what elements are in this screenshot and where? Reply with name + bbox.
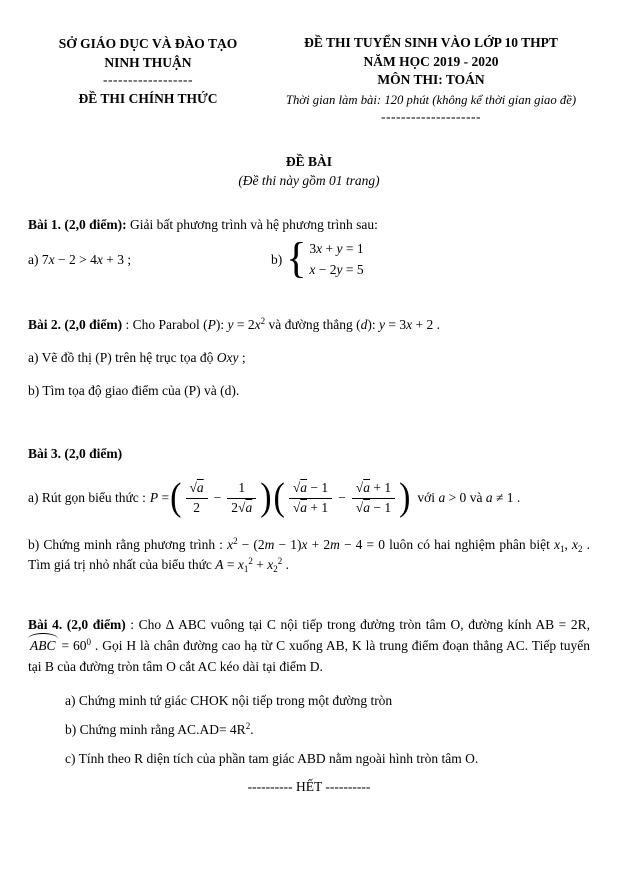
minus-operator: − [213, 490, 222, 506]
header-left-divider: ------------------ [103, 72, 193, 88]
header-right-block [272, 34, 590, 126]
formula-lead-text: a) Rút gọn biểu thức : [28, 490, 146, 506]
problem-1 [28, 215, 590, 281]
system-equation-1: 3x + y = 1 [309, 240, 364, 256]
fraction-3-numerator: √a − 1 [289, 480, 332, 499]
problem-3-part-a [28, 476, 590, 519]
open-paren: ( [273, 476, 285, 519]
problem-1-label: Bài 1. (2,0 điểm): [28, 216, 127, 232]
part-b-label: b) [271, 251, 283, 267]
inequality-expression: 7x − 2 > 4x + 3 ; [41, 251, 132, 267]
system-equation-2: x − 2y = 5 [309, 261, 364, 277]
problem-4-item-c [28, 749, 590, 769]
plain-segment: . Gọi H là chân đường cao hạ từ C xuống AB, K là trung điểm đoạn thẳng AC. Tiếp tuyến tại B của đường tròn tâm O cắt AC kéo dài tại điểm D. [28, 638, 590, 674]
problem-3-label: Bài 3. (2,0 điểm) [28, 445, 123, 461]
problem-1-intro: Giải bất phương trình và hệ phương trình sau: [126, 216, 378, 232]
plain-segment: luôn có hai nghiệm phân biệt [385, 536, 555, 552]
formula-lhs: P = [149, 490, 170, 506]
system-brace: { [286, 235, 307, 283]
plain-segment: và đường thẳng [265, 316, 357, 332]
plain-segment: c) Tính theo R diện tích của phần tam giác ABD nằm ngoài hình tròn tâm O. [65, 751, 479, 767]
fraction-1-numerator: √a [186, 480, 208, 499]
header-left-block [28, 34, 268, 108]
header [28, 34, 590, 126]
math-segment: $x_1$, $x_2$ [554, 536, 583, 554]
math-segment: a > 0 [438, 490, 467, 506]
close-paren: ) [260, 476, 272, 519]
fraction-2-denominator: 2√a [231, 499, 253, 515]
problem-4-item-b [28, 720, 590, 740]
header-right-divider: -------------------- [381, 109, 481, 125]
math-segment: Oxy [216, 350, 239, 366]
close-paren: ) [399, 476, 411, 519]
doc-title-block [28, 152, 590, 191]
bold-segment: Bài 2. (2,0 điểm) [28, 316, 123, 332]
fraction-1 [186, 480, 208, 517]
system-equations [309, 239, 363, 281]
plain-segment: và [466, 490, 486, 506]
math-segment: a ≠ 1 [485, 490, 514, 506]
official-exam-label: ĐỀ THI CHÍNH THỨC [78, 90, 218, 106]
exam-duration: Thời gian làm bài: 120 phút (không kể thời gian giao đề) [285, 92, 577, 107]
problem-4 [28, 615, 590, 770]
problem-1-parts [28, 235, 590, 283]
page-subtitle: (Đề thi này gồm 01 trang) [238, 173, 380, 189]
plain-segment: với [417, 490, 439, 506]
problem-3 [28, 444, 590, 576]
fraction-1-denominator: 2 [193, 499, 200, 515]
problem-3-heading [28, 444, 590, 464]
problem-3-part-b [28, 535, 590, 576]
plain-segment: b) Chứng minh rằng phương trình : [28, 536, 228, 552]
problem-1-part-a [28, 250, 271, 270]
plain-segment: a) Vẽ đồ thị (P) trên hệ trục tọa độ [28, 350, 217, 366]
fraction-4-numerator: √a + 1 [352, 480, 395, 499]
plain-segment: : Cho Δ ABC vuông tại C nội tiếp trong đường tròn tâm O, đường kính AB = 2R, [125, 617, 590, 633]
part-a-label: a) [28, 251, 39, 267]
department-name: SỞ GIÁO DỤC VÀ ĐÀO TẠO [58, 36, 238, 51]
plain-segment: . [513, 490, 521, 506]
fraction-3 [289, 480, 332, 517]
end-of-exam-marker: ---------- HẾT ---------- [247, 778, 371, 794]
formula-conditions [417, 488, 520, 508]
plain-segment: . [433, 316, 440, 332]
plain-segment: b) Chứng minh rằng AC.AD= 4R [65, 722, 246, 738]
problem-2-heading [28, 315, 590, 335]
fraction-4-denominator: √a − 1 [355, 499, 392, 515]
plain-segment: a) Chứng minh tứ giác CHOK nội tiếp trong một đường tròn [65, 692, 393, 708]
fraction-3-denominator: √a + 1 [292, 499, 329, 515]
problem-1-heading [28, 215, 590, 235]
equation-system [286, 235, 364, 283]
province-name: NINH THUẬN [104, 55, 192, 71]
plain-segment: b) Tìm tọa độ giao điểm của (P) và (d). [28, 383, 240, 399]
page-title: ĐỀ BÀI [285, 153, 333, 169]
plain-segment: . Tìm giá trị nhỏ nhất của biểu thức [28, 536, 591, 572]
fraction-2-numerator: 1 [227, 480, 256, 499]
math-segment: (P): $y = 2x^2$ [203, 315, 266, 332]
exam-title: ĐỀ THI TUYỂN SINH VÀO LỚP 10 THPT [304, 35, 558, 50]
problem-2 [28, 315, 590, 402]
problem-4-statement [28, 615, 590, 677]
subject-name: MÔN THI: TOÁN [377, 72, 485, 88]
problem-2-part-a [28, 348, 590, 368]
problem-1-part-b [271, 235, 364, 283]
open-paren: ( [170, 476, 182, 519]
math-segment: = $60^0$ [57, 637, 91, 654]
math-segment: 2 [245, 721, 251, 732]
math-segment: (d): y = 3x + 2 [356, 316, 434, 332]
plain-segment: . [282, 556, 290, 572]
problem-4-item-a [28, 691, 590, 711]
school-year: NĂM HỌC 2019 - 2020 [363, 53, 499, 69]
plain-segment: . [250, 722, 254, 738]
plain-segment: ; [238, 350, 246, 366]
math-segment: $x^2 - (2m - 1)x + 2m - 4 = 0$ [227, 535, 386, 552]
fraction-4 [352, 480, 395, 517]
math-segment: $A = x_1^2 + x_2^2$ [215, 555, 283, 574]
bold-segment: Bài 4. (2,0 điểm) [28, 617, 126, 633]
fraction-2 [227, 480, 256, 517]
minus-operator: − [338, 490, 346, 506]
problem-2-part-b [28, 381, 590, 401]
plain-segment: : Cho Parabol [122, 316, 204, 332]
hat-segment: ABC [28, 635, 58, 656]
